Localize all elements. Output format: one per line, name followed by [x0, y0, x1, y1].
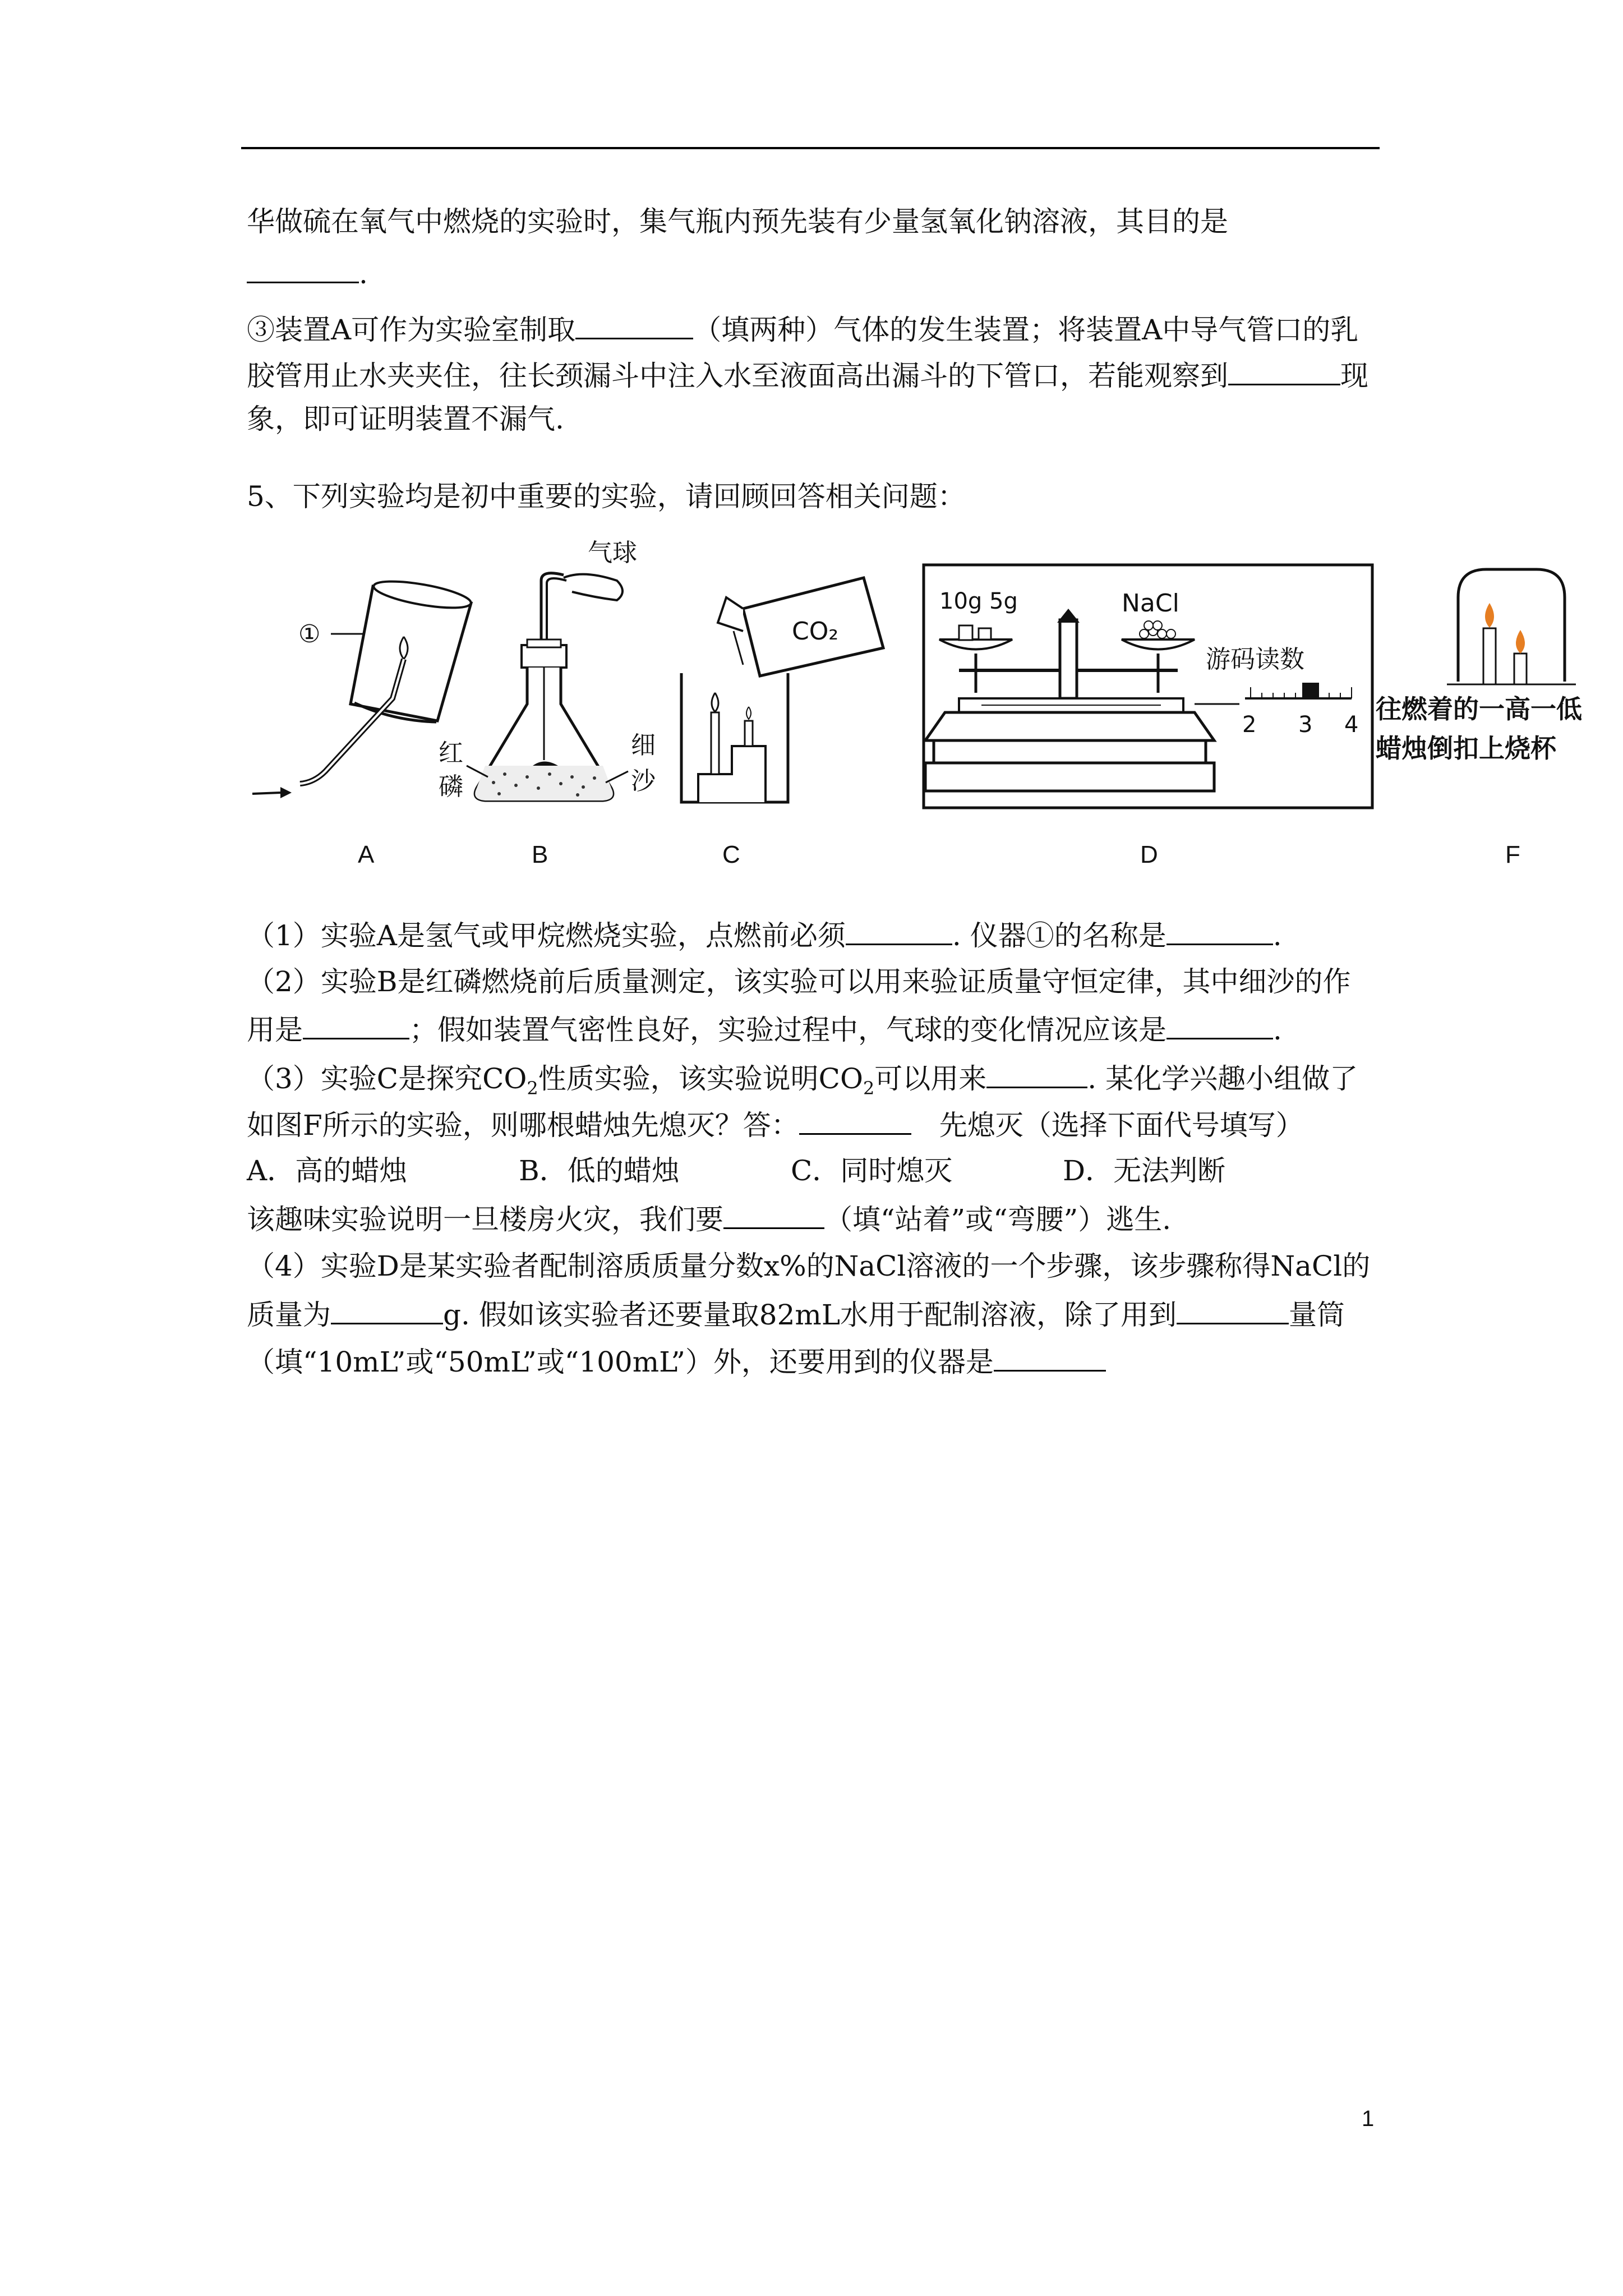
svg-text:3: 3 — [1298, 712, 1313, 738]
answer-blank[interactable] — [994, 1341, 1106, 1372]
text-line: 象，即可证明装置不漏气. — [247, 403, 564, 435]
answer-blank[interactable] — [1166, 914, 1273, 945]
svg-text:游码读数: 游码读数 — [1206, 645, 1304, 674]
answer-blank[interactable] — [1166, 1009, 1273, 1039]
text-line: 华做硫在氧气中燃烧的实验时，集气瓶内预先装有少量氢氧化钠溶液，其目的是 — [247, 205, 1228, 238]
svg-text:NaCl: NaCl — [1122, 589, 1179, 618]
text-line: 如图F所示的实验，则哪根蜡烛先熄灭？答： 先熄灭（选择下面代号填写） — [247, 1104, 1304, 1145]
svg-text:B: B — [532, 841, 548, 868]
svg-text:细: 细 — [631, 731, 656, 760]
svg-text:磷: 磷 — [439, 772, 463, 801]
text-line: ③装置A可作为实验室制取 （填两种）气体的发生装置；将装置A中导气管口的乳 — [247, 309, 1358, 349]
svg-text:CO₂: CO₂ — [792, 617, 838, 646]
svg-text:2: 2 — [1242, 712, 1257, 738]
answer-blank[interactable] — [986, 1057, 1087, 1088]
option-c[interactable]: C．同时熄灭 — [791, 1154, 953, 1187]
text-line: 质量为 g. 假如该实验者还要量取82mL水用于配制溶液，除了用到 量筒 — [247, 1294, 1345, 1335]
text-line: 该趣味实验说明一旦楼房火灾，我们要 （填“站着”或“弯腰”）逃生. — [247, 1198, 1171, 1239]
experiment-figure — [236, 519, 1623, 912]
answer-blank[interactable] — [799, 1104, 911, 1135]
svg-text:沙: 沙 — [631, 767, 656, 795]
apparatus-f — [1376, 569, 1582, 868]
apparatus-d — [924, 565, 1372, 868]
svg-text:4: 4 — [1344, 712, 1359, 738]
answer-blank[interactable] — [1228, 355, 1340, 385]
option-b[interactable]: B．低的蜡烛 — [519, 1154, 680, 1187]
option-d[interactable]: D．无法判断 — [1063, 1154, 1226, 1187]
answer-blank[interactable] — [331, 1294, 443, 1324]
question-5-title: 5、下列实验均是初中重要的实验，请回顾回答相关问题： — [247, 480, 966, 513]
svg-text:10g 5g: 10g 5g — [939, 588, 1018, 614]
text-line: （1）实验A是氢气或甲烷燃烧实验，点燃前必须 . 仪器①的名称是 . — [247, 914, 1282, 955]
svg-text:蜡烛倒扣上烧杯: 蜡烛倒扣上烧杯 — [1376, 733, 1556, 763]
svg-text:C: C — [722, 841, 740, 868]
answer-blank[interactable] — [575, 309, 693, 339]
apparatus-a — [252, 576, 473, 868]
text-line: （2）实验B是红磷燃烧前后质量测定，该实验可以用来验证质量守恒定律，其中细沙的作 — [247, 965, 1351, 998]
svg-text:红: 红 — [439, 739, 463, 767]
svg-text:D: D — [1140, 841, 1158, 868]
text-line: 用是 ；假如装置气密性良好，实验过程中，气球的变化情况应该是 . — [247, 1009, 1282, 1050]
text-line: 胶管用止水夹夹住，往长颈漏斗中注入水至液面高出漏斗的下管口，若能观察到 现 — [247, 355, 1368, 395]
answer-blank[interactable] — [723, 1198, 824, 1229]
apparatus-b — [439, 539, 657, 868]
text-line: （3）实验C是探究$CO_2$性质实验，该实验说明$CO_2$可以用来 . 某化学兴趣小组做了 — [247, 1057, 1358, 1108]
answer-blank[interactable] — [1177, 1294, 1289, 1324]
svg-text:往燃着的一高一低: 往燃着的一高一低 — [1376, 694, 1582, 724]
answer-blank[interactable] — [303, 1009, 409, 1039]
options-line — [247, 1151, 1225, 1190]
page-number: 1 — [1362, 2106, 1375, 2131]
text-line: . — [247, 252, 368, 293]
svg-text:①: ① — [298, 620, 321, 648]
text-line: （4）实验D是某实验者配制溶质质量分数x%的NaCl溶液的一个步骤，该步骤称得NaCl的 — [247, 1250, 1371, 1282]
experiment-diagrams — [236, 519, 1623, 912]
apparatus-c — [681, 578, 883, 868]
header-rule — [241, 147, 1380, 149]
answer-blank[interactable] — [846, 914, 952, 945]
svg-text:气球: 气球 — [588, 539, 637, 567]
svg-text:A: A — [358, 841, 375, 868]
answer-blank[interactable] — [247, 252, 359, 283]
text-line: （填“10mL”或“50mL”或“100mL”）外，还要用到的仪器是 — [247, 1341, 1106, 1382]
option-a[interactable]: A．高的蜡烛 — [247, 1154, 408, 1187]
svg-text:F: F — [1505, 841, 1520, 868]
